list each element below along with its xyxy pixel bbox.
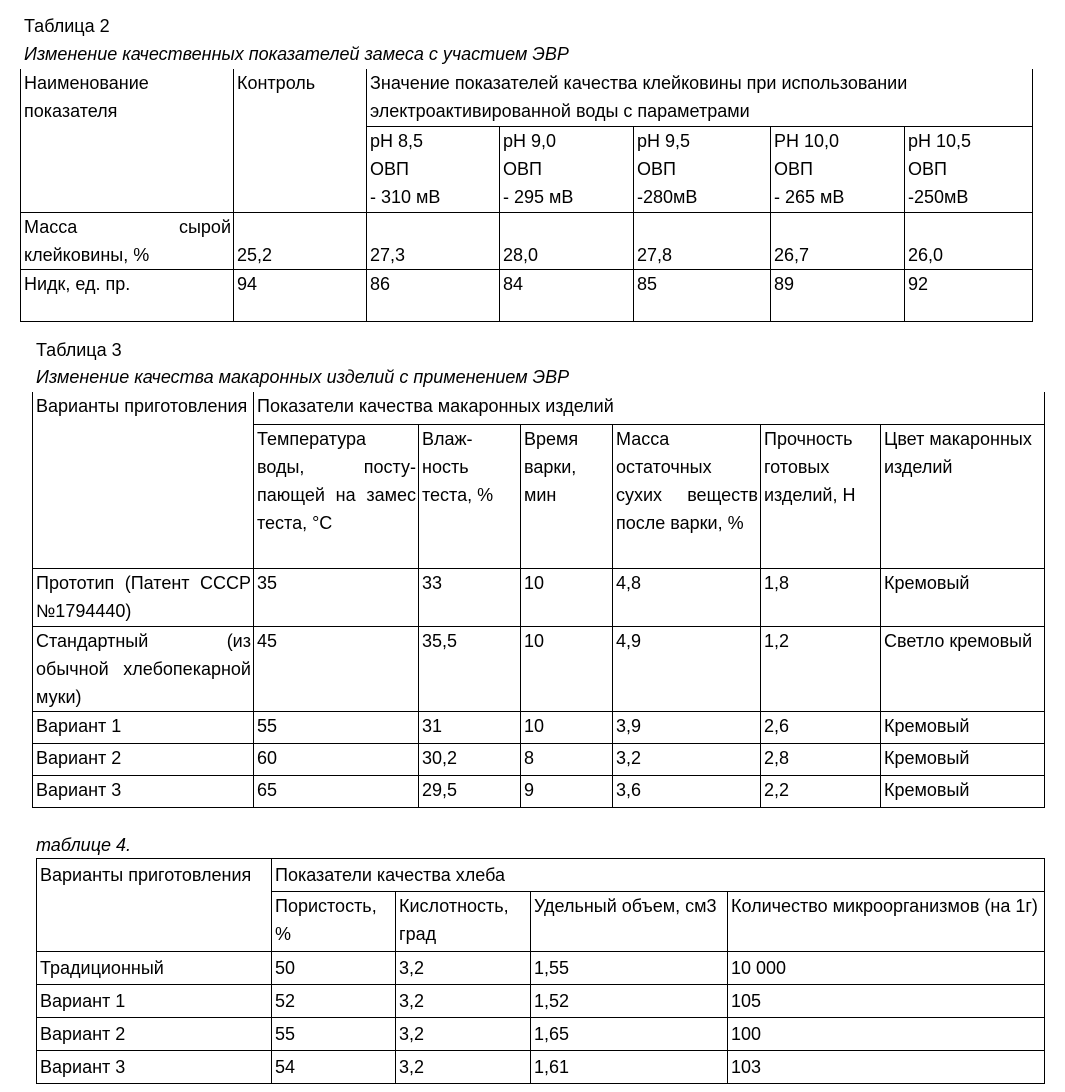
table4-cell: 1,65 [531,1018,728,1051]
table2-param: рН 10,5 ОВП -250мВ [905,126,1033,212]
table2-row-name: Масса сырой клейковины, % [21,212,234,269]
table3-column-header: Масса остаточных сухих веществ после варки, % [613,424,761,568]
table4-cell: 3,2 [396,952,531,985]
table3-cell: Кремовый [881,568,1045,626]
table3-cell: 55 [254,711,419,743]
table3-column-header: Влаж-ность теста, % [419,424,521,568]
table2-head-group: Значение показателей качества клейковины при использовании электроактивированной воды с параметрами [367,69,1033,126]
table4-row-name: Вариант 2 [37,1018,272,1051]
table3-cell: 8 [521,743,613,775]
table3-cell: 35 [254,568,419,626]
table4-row-name: Вариант 3 [37,1051,272,1084]
table3-cell: 10 [521,711,613,743]
table4-cell: 1,52 [531,985,728,1018]
table-row [33,568,1045,626]
table3-row-name: Вариант 2 [33,743,254,775]
table3-cell: 10 [521,568,613,626]
table-row [21,212,1033,269]
table3-cell: 10 [521,626,613,711]
table4-column-header: Пористость, % [272,892,396,952]
table4-column-header: Количество микроорганизмов (на 1г) [728,892,1045,952]
table3-cell: 3,2 [613,743,761,775]
table-row [37,1018,1045,1051]
table2-cell: 84 [500,269,634,321]
table4-cell: 1,55 [531,952,728,985]
table3-cell: 33 [419,568,521,626]
table3-cell: 1,2 [761,626,881,711]
table4-column-header: Удельный объем, см3 [531,892,728,952]
table4-cell: 103 [728,1051,1045,1084]
table2-cell: 28,0 [500,212,634,269]
table2-head-control: Контроль [234,69,367,212]
table2-head-name: Наименование показателя [21,69,234,212]
table4-cell: 55 [272,1018,396,1051]
table3-head-variants: Варианты приготовления [33,392,254,568]
table3-cell: Кремовый [881,711,1045,743]
table4-row-name: Традиционный [37,952,272,985]
table4-cell: 50 [272,952,396,985]
table4-cell: 52 [272,985,396,1018]
table4-cell: 54 [272,1051,396,1084]
table3-column-header: Цвет макаронных изделий [881,424,1045,568]
table3-cell: Светло кремовый [881,626,1045,711]
table3-cell: 2,2 [761,775,881,807]
table4-cell: 3,2 [396,1018,531,1051]
table-row [33,743,1045,775]
table2-row-name: Нидк, ед. пр. [21,269,234,321]
table4-head-group: Показатели качества хлеба [272,859,1045,892]
table3-row-name: Прототип (Патент СССР №1794440) [33,568,254,626]
table3-column-header: Температура воды, посту-пающей на замес теста, °С [254,424,419,568]
table2 [20,69,1033,322]
table2-param: рН 8,5 ОВП - 310 мВ [367,126,500,212]
table-row [33,626,1045,711]
table-row [37,952,1045,985]
table2-param: рН 9,5 ОВП -280мВ [634,126,771,212]
table4 [36,858,1045,1084]
table3-head-group: Показатели качества макаронных изделий [254,392,1045,424]
table2-cell: 26,7 [771,212,905,269]
table2-cell: 27,8 [634,212,771,269]
table2-cell: 85 [634,269,771,321]
table3-column-header: Прочность готовых изделий, Н [761,424,881,568]
table-row [37,985,1045,1018]
table3-cell: 9 [521,775,613,807]
table4-cell: 105 [728,985,1045,1018]
table-row [37,1051,1045,1084]
table3-row-name: Вариант 3 [33,775,254,807]
table3-cell: 3,6 [613,775,761,807]
table3-cell: 31 [419,711,521,743]
table3 [32,392,1045,808]
table3-cell: 60 [254,743,419,775]
table3-cell: 2,8 [761,743,881,775]
table3-cell: 4,9 [613,626,761,711]
table3-cell: Кремовый [881,743,1045,775]
table-row [33,775,1045,807]
table4-cell: 3,2 [396,1051,531,1084]
table3-row-name: Вариант 1 [33,711,254,743]
table3-cell: 3,9 [613,711,761,743]
table2-cell: 89 [771,269,905,321]
table2-param: РН 10,0 ОВП - 265 мВ [771,126,905,212]
table2-title: Изменение качественных показателей замеса с участием ЭВР [24,44,569,64]
table3-cell: 45 [254,626,419,711]
table3-cell: 65 [254,775,419,807]
table3-column-header: Время варки, мин [521,424,613,568]
table2-param: рН 9,0 ОВП - 295 мВ [500,126,634,212]
table4-cell: 100 [728,1018,1045,1051]
table2-cell: 92 [905,269,1033,321]
table3-title: Изменение качества макаронных изделий с применением ЭВР [36,367,570,387]
table3-cell: 4,8 [613,568,761,626]
table3-cell: 1,8 [761,568,881,626]
table2-cell: 27,3 [367,212,500,269]
table3-label: Таблица 3 [36,340,122,360]
table3-cell: 29,5 [419,775,521,807]
table-row [33,711,1045,743]
table2-cell: 26,0 [905,212,1033,269]
table2-label: Таблица 2 [24,16,110,36]
table4-column-header: Кислотность, град [396,892,531,952]
table3-cell: Кремовый [881,775,1045,807]
table2-cell: 94 [234,269,367,321]
table3-cell: 35,5 [419,626,521,711]
table2-cell: 25,2 [234,212,367,269]
table4-cell: 1,61 [531,1051,728,1084]
table4-head-variants: Варианты приготовления [37,859,272,952]
table4-row-name: Вариант 1 [37,985,272,1018]
table3-cell: 2,6 [761,711,881,743]
table2-cell: 86 [367,269,500,321]
table4-cell: 3,2 [396,985,531,1018]
table3-cell: 30,2 [419,743,521,775]
table-row [21,269,1033,321]
table3-row-name: Стандартный (из обычной хлебопекарной муки) [33,626,254,711]
table4-cell: 10 000 [728,952,1045,985]
table4-title: таблице 4. [36,835,132,855]
